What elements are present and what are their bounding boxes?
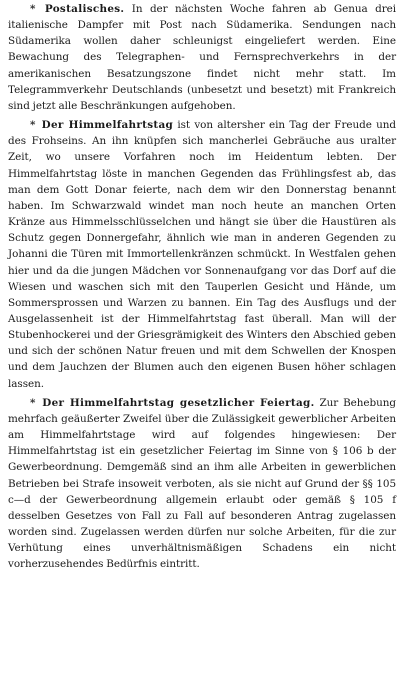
- article-body: In der nächsten Woche fahren ab Genua drei italienische Dampfer mit Post nach Südamerika. Sendungen nach Südamerika wollen daher schleunigst eingeliefert werden. Eine Bewachung des Telegraphen- und Fernsprechverkehrs in der amerikanischen Besatzungszone findet nicht mehr statt. Im Telegrammverkehr Deutschlands (unbesetzt und besetzt) mit Frankreich sind jetzt alle Beschränkungen aufgehoben.: [8, 3, 396, 112]
- article-marker: *: [30, 3, 36, 15]
- article-marker: *: [30, 396, 36, 409]
- article-heading: Der Himmelfahrtstag gesetzlicher Feiertag.: [42, 396, 315, 409]
- article-ascension-day: [8, 117, 396, 392]
- article-postal: [8, 1, 396, 114]
- article-ascension-holiday: [8, 395, 396, 573]
- article-body: ist von altersher ein Tag der Freude und des Frohseins. An ihn knüpfen sich mancherlei Gebräuche aus uralter Zeit, wo unsere Vorfahren noch im Heidentum lebten. Der Himmelfahrtstag löste in manchen Gegenden das Frühlingsfest ab, das man dem Gott Donar feierte, nach dem wir den Donnerstag benannt haben. Im Schwarzwald windet man noch heute an manchen Orten Kränze aus Himmelsschlüsselchen und hängt sie über die Haustüren als Schutz gegen Donnergefahr, ähnlich wie man in anderen Gegenden zu Johanni die Türen mit Immortellenkränzen schmückt. In Westfalen gehen hier und da die jungen Mädchen vor Sonnenaufgang vor das Dorf auf die Wiesen und waschen sich mit den Tauperlen Gesicht und Hände, um Sommersprossen und Warzen zu bannen. Ein Tag des Ausflugs und der Ausgelassenheit ist der Himmelfahrtstag fast überall. Man will der Stubenhockerei und der Griesgrämigkeit des Winters den Abschied geben und sich der schönen Natur freuen und mit dem Schwellen der Knospen und dem Jauchzen der Blumen auch den eigenen Busen höher schlagen lassen.: [8, 119, 396, 390]
- article-heading: Der Himmelfahrtstag: [41, 119, 174, 132]
- article-body: Zur Behebung mehrfach geäußerter Zweifel über die Zulässigkeit gewerblicher Arbeiten am Himmelfahrtstage wird auf folgendes hingewiesen: Der Himmelfahrtstag ist ein gesetzlicher Feiertag im Sinne von § 106 b der Gewerbeordnung. Demgemäß sind an ihm alle Arbeiten in gewerblichen Betrieben bei Strafe insoweit verboten, als sie nicht auf Grund der §§ 105 c—d der Gewerbeordnung allgemein erlaubt oder gemäß § 105 f desselben Gesetzes von Fall zu Fall auf besonderen Antrag zugelassen worden sind. Zugelassen werden dürfen nur solche Arbeiten, für die zur Verhütung eines unverhältnismäßigen Schadens ein nicht vorherzusehendes Bedürfnis eintritt.: [8, 396, 396, 571]
- article-heading: Postalisches.: [44, 3, 125, 15]
- article-marker: *: [30, 119, 36, 132]
